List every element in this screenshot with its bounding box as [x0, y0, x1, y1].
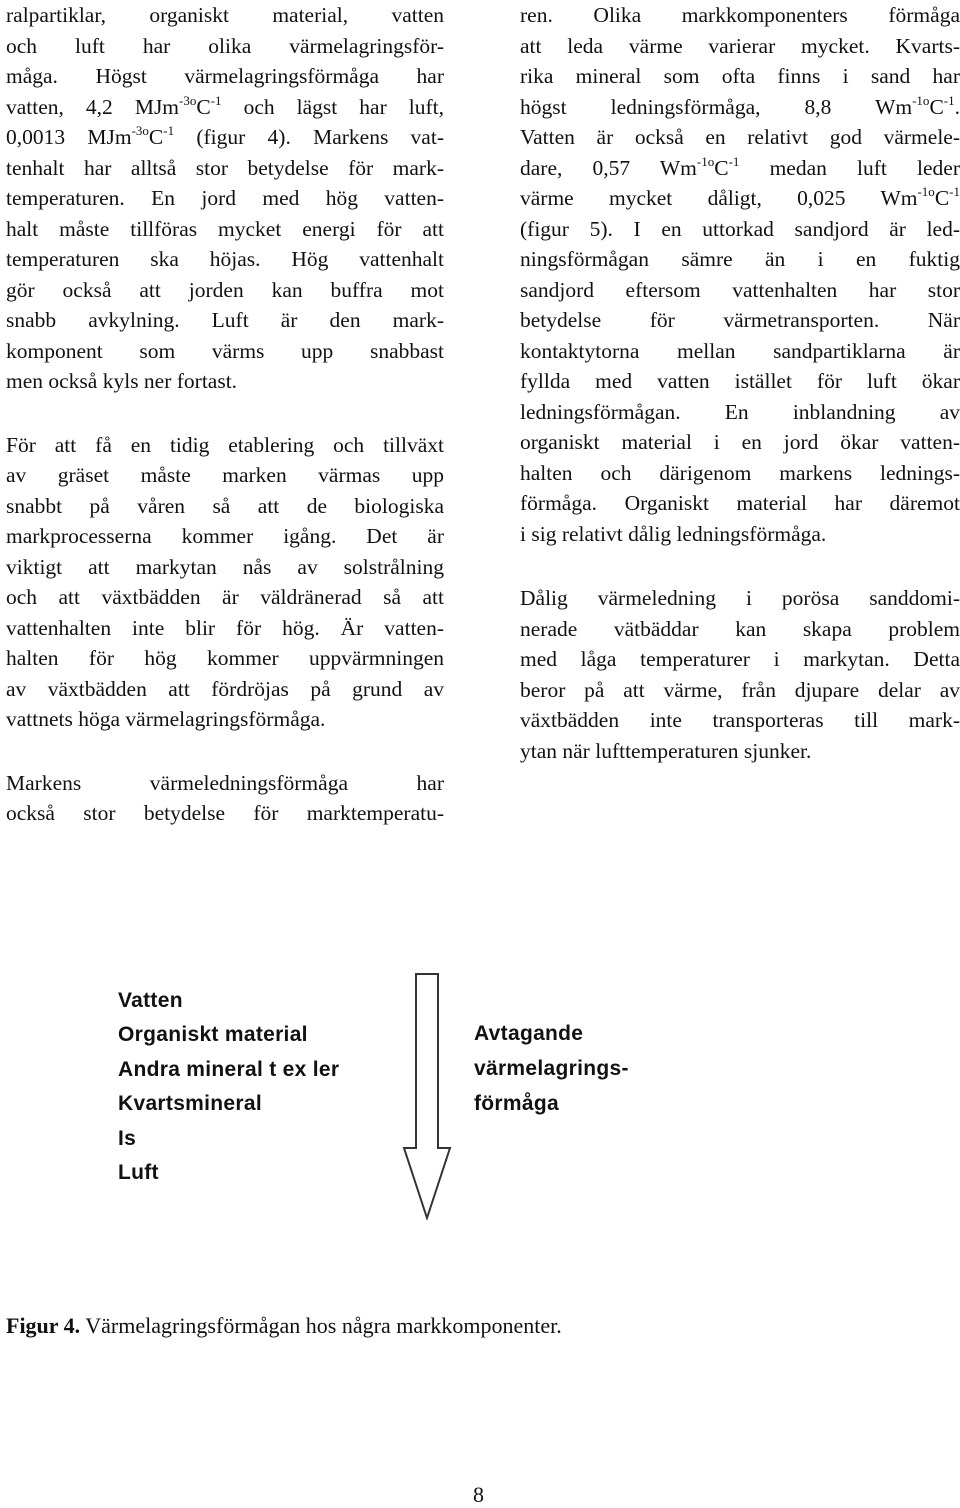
- text-line: komponent som värms upp snabbast: [6, 338, 444, 363]
- text-line: av växtbädden att fördröjas på grund av: [6, 676, 444, 701]
- left-paragraph-3: [6, 768, 444, 829]
- text-line: förmåga. Organiskt material har däremot: [520, 491, 960, 515]
- right-paragraph-2: [520, 583, 960, 766]
- figure-label-line: Avtagande: [474, 1022, 584, 1045]
- text-line-with-unit: 0,0013 $MJm^{-3o}C^{-1}$ (figur 4). Markens vat-: [6, 123, 444, 149]
- figure-label-line: förmåga: [474, 1092, 559, 1115]
- text-line: måga. Högst värmelagringsförmåga har: [6, 64, 444, 88]
- text-line: ytan när lufttemperaturen sjunker.: [520, 738, 812, 763]
- text-line: snabbt på våren så att de biologiska: [6, 493, 444, 518]
- text-line: rika mineral som ofta finns i sand har: [520, 64, 960, 88]
- text-line: Dålig värmeledning i porösa sanddomi-: [520, 586, 960, 610]
- figure-item: Andra mineral t ex ler: [118, 1057, 340, 1081]
- text-line: och att växtbädden är väldränerad så att: [6, 585, 444, 609]
- text-line: Markens värmeledningsförmåga har: [6, 770, 444, 795]
- text-line: i sig relativt dålig ledningsförmåga.: [520, 521, 827, 546]
- text-line-with-unit: vatten, 4,2 $MJm^{-3o}C^{-1}$ och lägst har luft,: [6, 92, 444, 119]
- text-line: halt måste tillföras mycket energi för att: [6, 216, 444, 241]
- page-number: 8: [473, 1482, 484, 1507]
- text-line: vattenhalten inte blir för hög. Är vatten-: [6, 615, 444, 640]
- text-line: också stor betydelse för marktemperatu-: [6, 801, 444, 825]
- text-line: gör också att jorden kan buffra mot: [6, 277, 444, 302]
- figure-caption-prefix: Figur 4.: [6, 1313, 81, 1338]
- text-line: viktigt att markytan nås av solstrålning: [6, 554, 444, 579]
- text-line: betydelse för värmetransporten. När: [520, 308, 960, 332]
- right-column: [520, 0, 960, 766]
- text-line: kontaktytorna mellan sandpartiklarna är: [520, 338, 960, 363]
- text-line: ledningsförmågan. En inblandning av: [520, 399, 960, 424]
- figure-item: Kvartsmineral: [118, 1092, 262, 1116]
- text-line: snabb avkylning. Luft är den mark-: [6, 308, 444, 332]
- text-line: halten för hög kommer uppvärmningen: [6, 646, 444, 670]
- figure-item: Is: [118, 1126, 137, 1150]
- text-line: nerade vätbäddar kan skapa problem: [520, 616, 960, 641]
- text-line: ren. Olika markkomponenters förmåga: [520, 3, 960, 27]
- text-line-with-unit: värme mycket dåligt, 0,025 $Wm^{-1o}C^{-1}$: [520, 184, 960, 210]
- text-line: växtbädden inte transporteras till mark-: [520, 708, 960, 732]
- figure-item: Vatten: [118, 989, 183, 1012]
- text-line: organiskt material i en jord ökar vatten-: [520, 430, 960, 454]
- down-arrow-icon: [402, 972, 452, 1220]
- text-line: markprocesserna kommer igång. Det är: [6, 524, 444, 548]
- text-line: Vatten är också en relativt god värmele-: [520, 125, 960, 149]
- figure-arrow-label: [474, 1016, 629, 1121]
- left-paragraph-2: [6, 430, 444, 735]
- text-line: men också kyls ner fortast.: [6, 369, 238, 393]
- text-line: ralpartiklar, organiskt material, vatten: [6, 3, 444, 27]
- text-line: För att få en tidig etablering och tillväxt: [6, 432, 444, 457]
- text-line-with-unit: högst ledningsförmåga, 8,8 $Wm^{-1o}C^{-1}$.: [520, 92, 960, 119]
- text-line: av gräset måste marken värmas upp: [6, 463, 444, 487]
- right-paragraph-1: [520, 0, 960, 549]
- text-line: halten och därigenom markens lednings-: [520, 460, 960, 485]
- text-line: tenhalt har alltså stor betydelse för mark-: [6, 155, 444, 180]
- figure-component-list: [118, 984, 339, 1190]
- text-line: temperaturen. En jord med hög vatten-: [6, 186, 444, 210]
- figure-item: Organiskt material: [118, 1023, 308, 1047]
- text-line: temperaturen ska höjas. Hög vattenhalt: [6, 247, 444, 271]
- figure-item: Luft: [118, 1161, 159, 1185]
- text-line: (figur 5). I en uttorkad sandjord är led-: [520, 216, 960, 241]
- text-line: beror på att värme, från djupare delar av: [520, 677, 960, 702]
- left-paragraph-1: [6, 0, 444, 397]
- figure-caption-text: Värmelagringsförmågan hos några markkomponenter.: [80, 1313, 562, 1338]
- text-line-with-unit: dare, 0,57 $Wm^{-1o}C^{-1}$ medan luft leder: [520, 153, 960, 180]
- text-line: ningsförmågan sämre än i en fuktig: [520, 247, 960, 271]
- text-line: sandjord eftersom vattenhalten har stor: [520, 277, 960, 302]
- text-line: vattnets höga värmelagringsförmåga.: [6, 707, 326, 731]
- left-column: [6, 0, 444, 829]
- text-line: och luft har olika värmelagringsför-: [6, 33, 444, 58]
- text-line: fyllda med vatten istället för luft ökar: [520, 369, 960, 393]
- text-line: med låga temperaturer i markytan. Detta: [520, 647, 960, 671]
- figure-label-line: värmelagrings-: [474, 1057, 629, 1080]
- figure-caption: [6, 1311, 562, 1341]
- text-line: att leda värme varierar mycket. Kvarts-: [520, 33, 960, 58]
